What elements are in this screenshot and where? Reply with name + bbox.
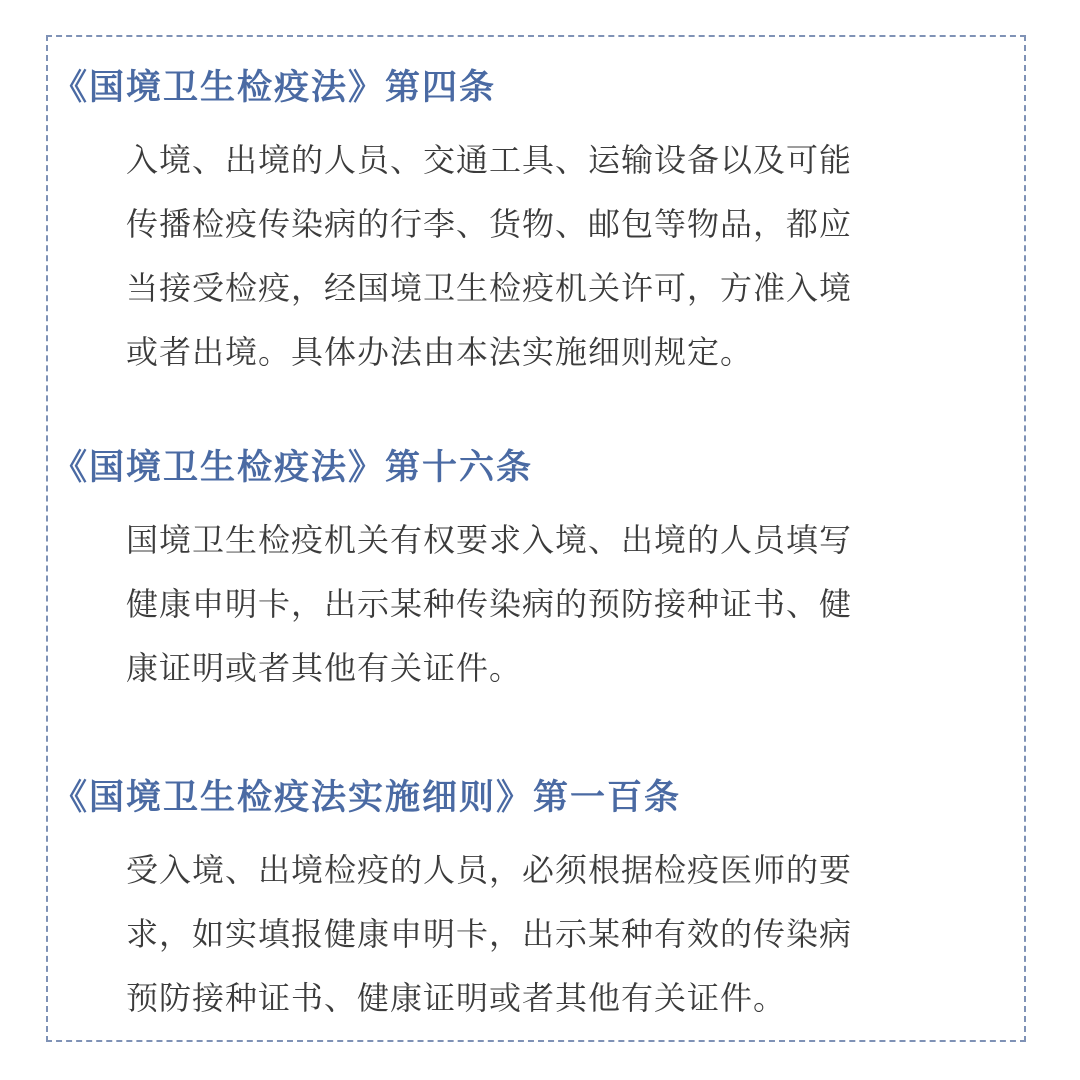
- article-title: 《国境卫生检疫法实施细则》第一百条: [52, 778, 682, 818]
- body-line: 入境、出境的人员、交通工具、运输设备以及可能: [126, 141, 853, 179]
- body-line: 或者出境。具体办法由本法实施细则规定。: [126, 333, 754, 371]
- article-body: [126, 128, 956, 384]
- body-line: 传播检疫传染病的行李、货物、邮包等物品，都应: [126, 205, 853, 243]
- article-title: 《国境卫生检疫法》第四条: [52, 68, 497, 108]
- body-line: 预防接种证书、健康证明或者其他有关证件。: [126, 979, 787, 1017]
- article-body: [126, 508, 956, 700]
- body-line: 康证明或者其他有关证件。: [126, 649, 523, 687]
- body-line: 求，如实填报健康申明卡，出示某种有效的传染病: [126, 915, 853, 953]
- body-line: 当接受检疫，经国境卫生检疫机关许可，方准入境: [126, 269, 853, 307]
- body-line: 健康申明卡，出示某种传染病的预防接种证书、健: [126, 585, 853, 623]
- article-title: 《国境卫生检疫法》第十六条: [52, 448, 534, 488]
- body-line: 受入境、出境检疫的人员，必须根据检疫医师的要: [126, 851, 853, 889]
- article-body: [126, 838, 956, 1030]
- body-line: 国境卫生检疫机关有权要求入境、出境的人员填写: [126, 521, 853, 559]
